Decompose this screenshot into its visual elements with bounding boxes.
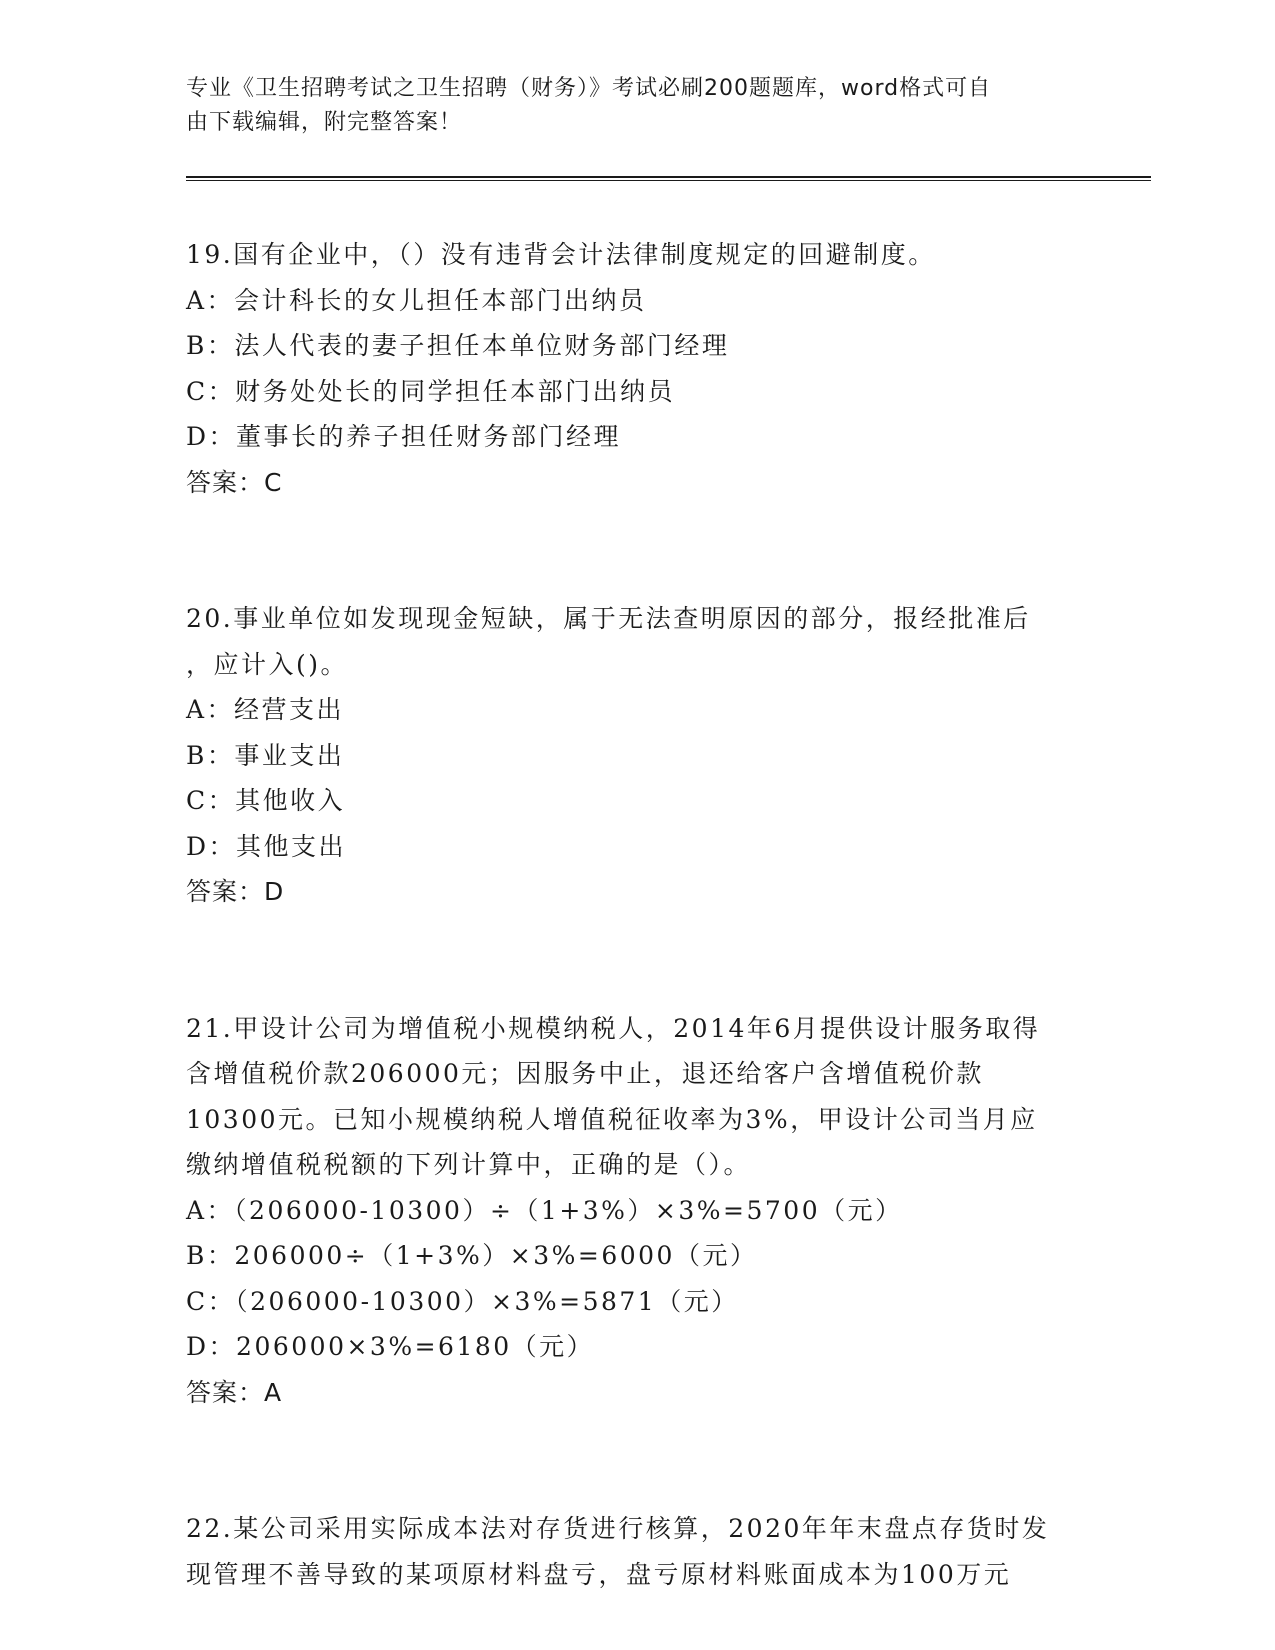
option-b: B：法人代表的妻子担任本单位财务部门经理	[186, 331, 730, 360]
header-line-2: 由下载编辑，附完整答案！	[186, 110, 463, 135]
header-line-1: 专业《卫生招聘考试之卫生招聘（财务）》考试必刷200题题库，word格式可自	[186, 76, 992, 101]
answer-line: 答案：D	[186, 877, 285, 906]
option-d: D：董事长的养子担任财务部门经理	[186, 422, 622, 451]
option-c: C：财务处处长的同学担任本部门出纳员	[186, 376, 676, 406]
question-19	[186, 232, 1086, 505]
header-divider	[186, 176, 1151, 181]
option-b: B：事业支出	[186, 740, 345, 770]
answer-line: 答案：A	[186, 1377, 283, 1407]
question-stem: 22.某公司采用实际成本法对存货进行核算，2020年年末盘点存货时发	[186, 1514, 1050, 1543]
option-b: B：206000÷（1+3%）×3%=6000（元）	[186, 1241, 758, 1270]
question-stem: 20.事业单位如发现现金短缺，属于无法查明原因的部分，报经批准后	[186, 604, 1031, 633]
option-c: C：（206000-10300）×3%=5871（元）	[186, 1286, 739, 1316]
option-a: A：经营支出	[186, 695, 345, 724]
question-22	[186, 1506, 1086, 1597]
question-stem: 21.甲设计公司为增值税小规模纳税人，2014年6月提供设计服务取得	[186, 1013, 1041, 1043]
question-list	[186, 232, 1086, 1597]
question-stem-continued: 现管理不善导致的某项原材料盘亏，盘亏原材料账面成本为100万元	[186, 1559, 1012, 1589]
question-21	[186, 1006, 1086, 1416]
option-c: C：其他收入	[186, 786, 346, 815]
document-header	[186, 72, 1066, 140]
option-a: A：会计科长的女儿担任本部门出纳员	[186, 285, 647, 315]
question-stem: 19.国有企业中，（）没有违背会计法律制度规定的回避制度。	[186, 240, 936, 269]
spacer	[186, 1415, 1086, 1506]
question-stem-continued: ，应计入()。	[186, 649, 349, 679]
question-stem-continued: 含增值税价款206000元；因服务中止，退还给客户含增值税价款	[186, 1059, 984, 1088]
spacer	[186, 505, 1086, 596]
spacer	[186, 915, 1086, 1006]
question-stem-continued: 缴纳增值税税额的下列计算中，正确的是（）。	[186, 1150, 752, 1179]
option-a: A：（206000-10300）÷（1+3%）×3%=5700（元）	[186, 1195, 903, 1225]
option-d: D：206000×3%=6180（元）	[186, 1332, 595, 1361]
option-d: D：其他支出	[186, 831, 347, 861]
question-stem-continued: 10300元。已知小规模纳税人增值税征收率为3%，甲设计公司当月应	[186, 1104, 1038, 1134]
answer-line: 答案：C	[186, 467, 283, 497]
question-20	[186, 596, 1086, 915]
